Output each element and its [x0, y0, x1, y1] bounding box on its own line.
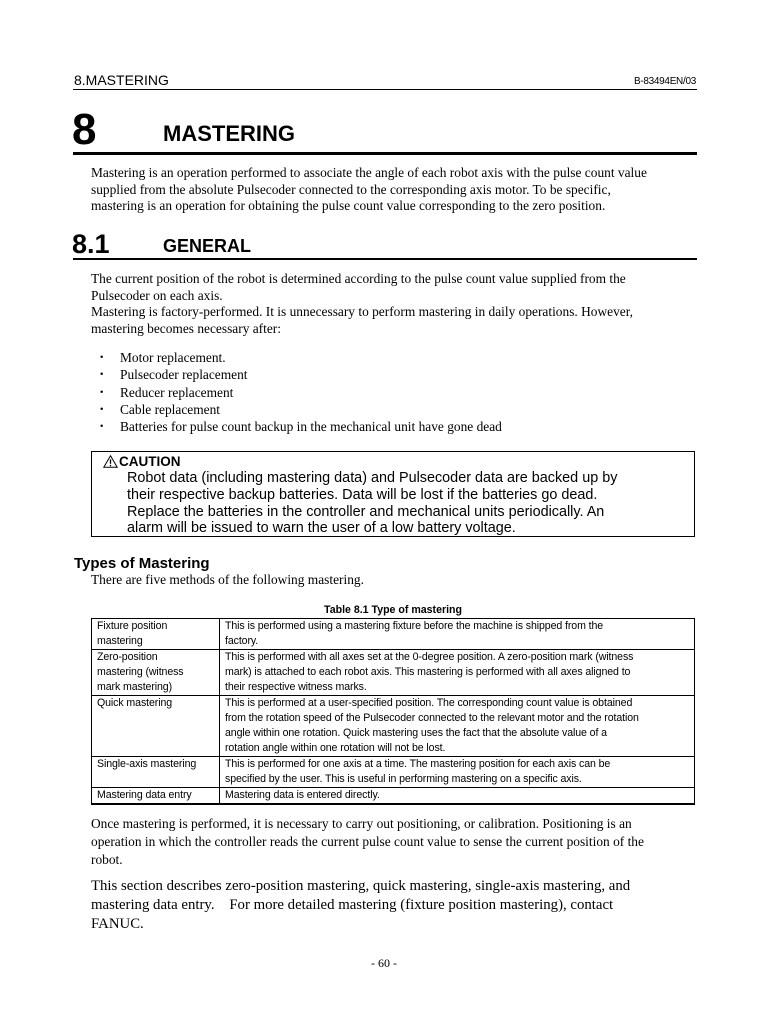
- list-item: [91, 401, 502, 418]
- paragraph-line: This section describes zero-position mastering, quick mastering, single-axis mastering, and: [91, 878, 631, 894]
- table-cell-description: [220, 696, 695, 757]
- caution-heading: [103, 453, 181, 471]
- chapter-number: 8: [72, 105, 97, 154]
- list-item: [91, 349, 502, 366]
- table-cell-description: [220, 788, 695, 805]
- general-line: mastering becomes necessary after:: [91, 320, 281, 336]
- bullet-marker: ・: [95, 350, 109, 365]
- table-row: [92, 757, 695, 788]
- intro-paragraph: [91, 165, 701, 215]
- table-cell-description: [220, 757, 695, 788]
- cell-line: This is performed at a user-specified position. The corresponding count value is obtained: [225, 697, 633, 709]
- table-row: [92, 650, 695, 696]
- list-item-text: Cable replacement: [120, 401, 221, 417]
- caution-line: Robot data (including mastering data) and Pulsecoder data are backed up by: [127, 470, 618, 486]
- cell-line: Fixture position: [97, 620, 168, 632]
- types-subtitle: There are five methods of the following mastering.: [91, 572, 364, 587]
- caution-line: their respective backup batteries. Data will be lost if the batteries go dead.: [127, 486, 598, 503]
- section-rule: [73, 258, 697, 260]
- types-heading: Types of Mastering: [74, 555, 210, 572]
- intro-line: Mastering is an operation performed to associate the angle of each robot axis with the pulse count value: [91, 165, 647, 180]
- general-line: Pulsecoder on each axis.: [91, 287, 223, 303]
- bullet-marker: ・: [95, 367, 109, 383]
- cell-line: factory.: [225, 635, 259, 647]
- table-cell-type: [92, 619, 220, 650]
- running-header-doc-code: B-83494EN/03: [633, 76, 696, 87]
- paragraph-line: Once mastering is performed, it is necessary to carry out positioning, or calibration. Positioning is an: [91, 816, 632, 831]
- mastering-types-table: [91, 618, 695, 805]
- positioning-paragraph: [91, 815, 696, 869]
- running-header-chapter: 8.MASTERING: [74, 72, 169, 88]
- general-line: Mastering is factory-performed. It is unnecessary to perform mastering in daily operations. However,: [91, 304, 633, 319]
- general-line: The current position of the robot is determined according to the pulse count value supplied from the: [91, 271, 626, 286]
- cell-line: Single-axis mastering: [97, 758, 197, 770]
- table-cell-type: [92, 757, 220, 788]
- warning-triangle-icon: [103, 455, 118, 468]
- header-rule: [73, 89, 697, 90]
- paragraph-line: operation in which the controller reads the current pulse count value to sense the current position of the: [91, 834, 644, 849]
- cell-line: mastering: [97, 635, 143, 647]
- list-item-text: Motor replacement.: [120, 350, 226, 365]
- page-number: - 60 -: [371, 956, 397, 970]
- section-title: GENERAL: [163, 236, 252, 256]
- cell-line: their respective witness marks.: [225, 681, 367, 693]
- cell-line: This is performed using a mastering fixture before the machine is shipped from the: [225, 620, 604, 632]
- cell-line: This is performed with all axes set at the 0-degree position. A zero-position mark (witness: [225, 651, 634, 663]
- table-caption: Table 8.1 Type of mastering: [324, 604, 462, 616]
- list-item-text: Batteries for pulse count backup in the mechanical unit have gone dead: [120, 419, 502, 435]
- cell-line: specified by the user. This is useful in performing mastering on a specific axis.: [225, 773, 582, 785]
- list-item: [91, 366, 502, 383]
- table-row: [92, 788, 695, 805]
- table-row: [92, 696, 695, 757]
- caution-line: alarm will be issued to warn the user of a low battery voltage.: [127, 520, 516, 537]
- cell-line: from the rotation speed of the Pulsecoder connected to the relevant motor and the rotation: [225, 712, 639, 724]
- paragraph-line: mastering data entry. For more detailed mastering (fixture position mastering), contact: [91, 897, 614, 913]
- cell-line: Mastering data entry: [97, 789, 192, 801]
- chapter-title: MASTERING: [163, 121, 295, 146]
- general-paragraph: [91, 271, 691, 337]
- cell-line: mastering (witness: [97, 666, 184, 678]
- table-cell-type: [92, 696, 220, 757]
- cell-line: rotation angle within one rotation will not be lost.: [225, 742, 446, 754]
- cell-line: mark mastering): [97, 681, 173, 693]
- section-description-paragraph: [91, 877, 701, 934]
- bullet-marker: ・: [95, 419, 109, 435]
- section-number: 8.1: [72, 229, 110, 259]
- cell-line: This is performed for one axis at a time. The mastering position for each axis can be: [225, 758, 611, 770]
- paragraph-line: robot.: [91, 852, 123, 867]
- list-item-text: Pulsecoder replacement: [120, 367, 248, 383]
- intro-line: mastering is an operation for obtaining the pulse count value corresponding to the zero position.: [91, 198, 606, 213]
- list-item: [91, 418, 502, 435]
- cell-line: mark) is attached to each robot axis. This mastering is performed with all axes aligned to: [225, 666, 631, 678]
- table-cell-description: [220, 619, 695, 650]
- caution-text: [127, 470, 687, 537]
- bullet-marker: ・: [95, 384, 109, 400]
- cell-line: Zero-position: [97, 651, 158, 663]
- caution-heading-text: CAUTION: [119, 454, 181, 469]
- table-cell-description: [220, 650, 695, 696]
- caution-line: Replace the batteries in the controller and mechanical units periodically. An: [127, 503, 605, 520]
- list-item-text: Reducer replacement: [120, 384, 234, 400]
- cell-line: angle within one rotation. Quick mastering uses the fact that the absolute value of a: [225, 727, 607, 739]
- cell-line: Quick mastering: [97, 697, 173, 709]
- table-cell-type: [92, 650, 220, 696]
- paragraph-line: FANUC.: [91, 916, 144, 932]
- list-item: [91, 384, 502, 401]
- table-row: [92, 619, 695, 650]
- intro-line: supplied from the absolute Pulsecoder connected to the corresponding axis motor. To be specific,: [91, 181, 611, 197]
- table-cell-type: [92, 788, 220, 805]
- bullet-list: [91, 349, 502, 435]
- caution-box: [91, 451, 695, 537]
- bullet-marker: ・: [95, 401, 109, 417]
- chapter-rule: [73, 152, 697, 155]
- cell-line: Mastering data is entered directly.: [225, 789, 380, 801]
